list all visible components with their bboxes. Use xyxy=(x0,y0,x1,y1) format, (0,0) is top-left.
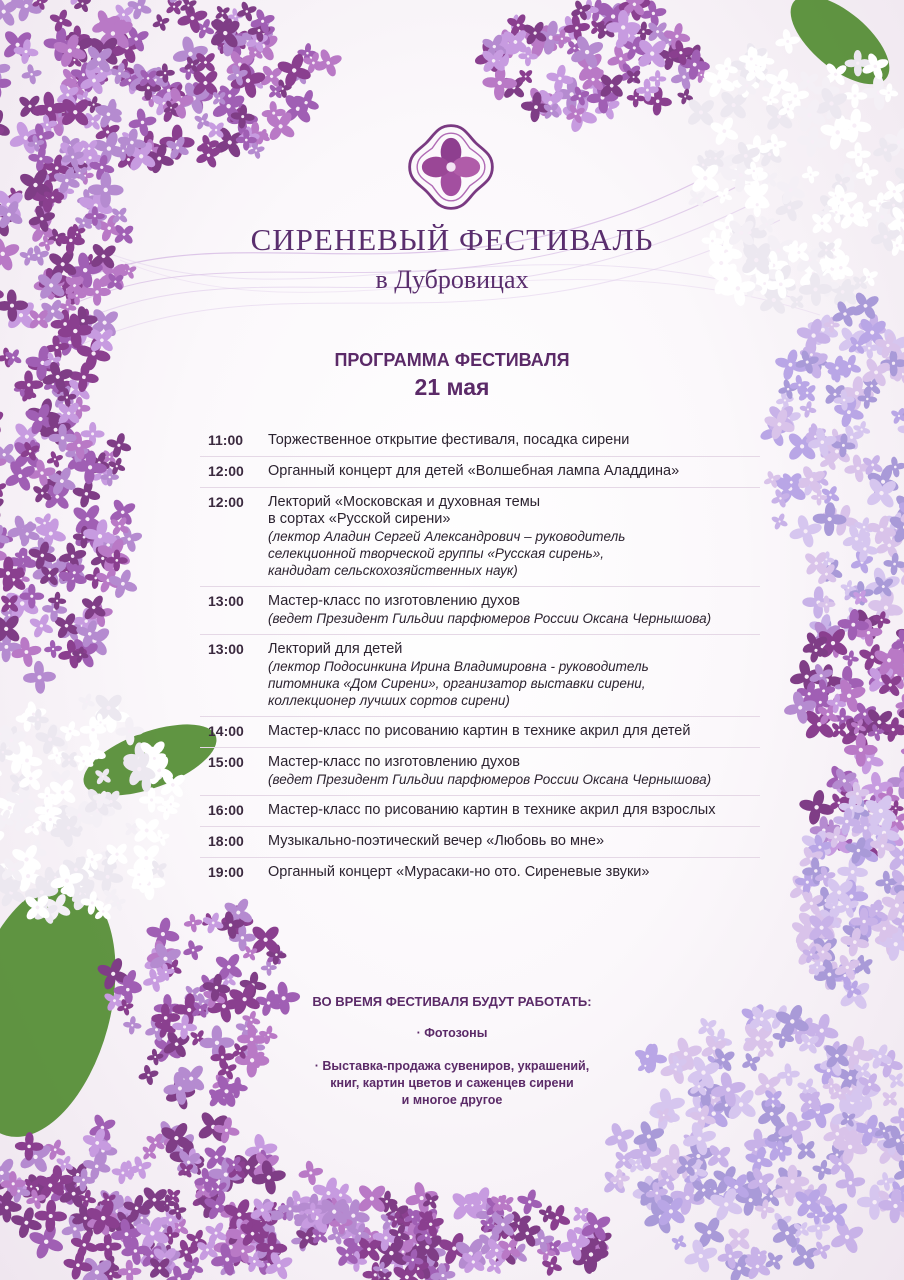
schedule-description xyxy=(260,802,760,819)
schedule-row xyxy=(200,488,760,587)
schedule-line: Торжественное открытие фестиваля, посадка сирени xyxy=(268,432,630,448)
schedule-line: Музыкально-поэтический вечер «Любовь во мне» xyxy=(268,833,605,849)
schedule-row xyxy=(200,748,760,796)
footer-item-line: книг, картин цветов и саженцев сирени xyxy=(330,1076,574,1090)
schedule-description xyxy=(260,432,760,449)
schedule-time: 12:00 xyxy=(208,463,244,479)
schedule-description xyxy=(260,864,760,881)
schedule-line: Мастер-класс по изготовлению духов xyxy=(268,754,520,770)
program-heading: ПРОГРАММА ФЕСТИВАЛЯ xyxy=(334,350,570,370)
footer-item-line: и многое другое xyxy=(401,1093,503,1107)
schedule-line: Мастер-класс по изготовлению духов xyxy=(268,593,520,609)
schedule-note: кандидат сельскохозяйственных наук) xyxy=(268,563,518,578)
schedule-line: Органный концерт «Мурасаки-но ото. Сиреневые звуки» xyxy=(268,864,650,880)
footer-item-line: · Выставка-продажа сувениров, украшений, xyxy=(314,1059,590,1073)
schedule-time: 12:00 xyxy=(208,494,244,510)
schedule-time: 15:00 xyxy=(208,754,244,770)
schedule-description xyxy=(260,641,760,709)
schedule-line: Органный концерт для детей «Волшебная лампа Аладдина» xyxy=(268,463,680,479)
festival-title: СИРЕНЕВЫЙ ФЕСТИВАЛЬ xyxy=(250,222,654,257)
footer-item-exhibition xyxy=(260,1058,644,1109)
schedule-row xyxy=(200,426,760,457)
flower-emblem-icon xyxy=(404,120,498,214)
schedule-note: коллекционер лучших сортов сирени) xyxy=(268,693,510,708)
program-date: 21 мая xyxy=(414,374,490,400)
schedule-note: (лектор Подосинкина Ирина Владимировна - руководитель xyxy=(268,659,649,674)
schedule-description xyxy=(260,593,760,627)
schedule-line: Лекторий «Московская и духовная темы xyxy=(268,494,541,510)
schedule-note: (ведет Президент Гильдии парфюмеров России Оксана Чернышова) xyxy=(268,772,712,787)
schedule-line: Лекторий для детей xyxy=(268,641,403,657)
footer-heading: ВО ВРЕМЯ ФЕСТИВАЛЯ БУДУТ РАБОТАТЬ: xyxy=(312,994,592,1009)
schedule-time: 13:00 xyxy=(208,593,244,609)
schedule-time: 18:00 xyxy=(208,833,244,849)
schedule-row xyxy=(200,717,760,748)
schedule-description xyxy=(260,723,760,740)
schedule-row xyxy=(200,587,760,635)
schedule-line: Мастер-класс по рисованию картин в технике акрил для взрослых xyxy=(268,802,716,818)
schedule-row xyxy=(200,858,760,888)
schedule-row xyxy=(200,827,760,858)
schedule-note: (ведет Президент Гильдии парфюмеров России Оксана Чернышова) xyxy=(268,611,712,626)
schedule-time: 11:00 xyxy=(208,432,244,448)
schedule-time: 19:00 xyxy=(208,864,244,880)
schedule-description xyxy=(260,833,760,850)
schedule-time: 13:00 xyxy=(208,641,244,657)
schedule-row xyxy=(200,457,760,488)
schedule-note: (лектор Аладин Сергей Александрович – руководитель xyxy=(268,529,626,544)
schedule-time: 16:00 xyxy=(208,802,244,818)
schedule-time: 14:00 xyxy=(208,723,244,739)
schedule-description xyxy=(260,494,760,579)
footer-item-photozones: · Фотозоны xyxy=(416,1026,488,1040)
schedule-description xyxy=(260,463,760,480)
schedule-note: питомника «Дом Сирени», организатор выставки сирени, xyxy=(268,676,646,691)
schedule-line: в сортах «Русской сирени» xyxy=(268,511,451,527)
schedule-description xyxy=(260,754,760,788)
festival-subtitle: в Дубровицах xyxy=(375,265,529,294)
schedule-row xyxy=(200,635,760,717)
schedule-row xyxy=(200,796,760,827)
schedule-line: Мастер-класс по рисованию картин в технике акрил для детей xyxy=(268,723,691,739)
schedule-note: селекционной творческой группы «Русская сирень», xyxy=(268,546,604,561)
schedule-list xyxy=(200,426,760,888)
